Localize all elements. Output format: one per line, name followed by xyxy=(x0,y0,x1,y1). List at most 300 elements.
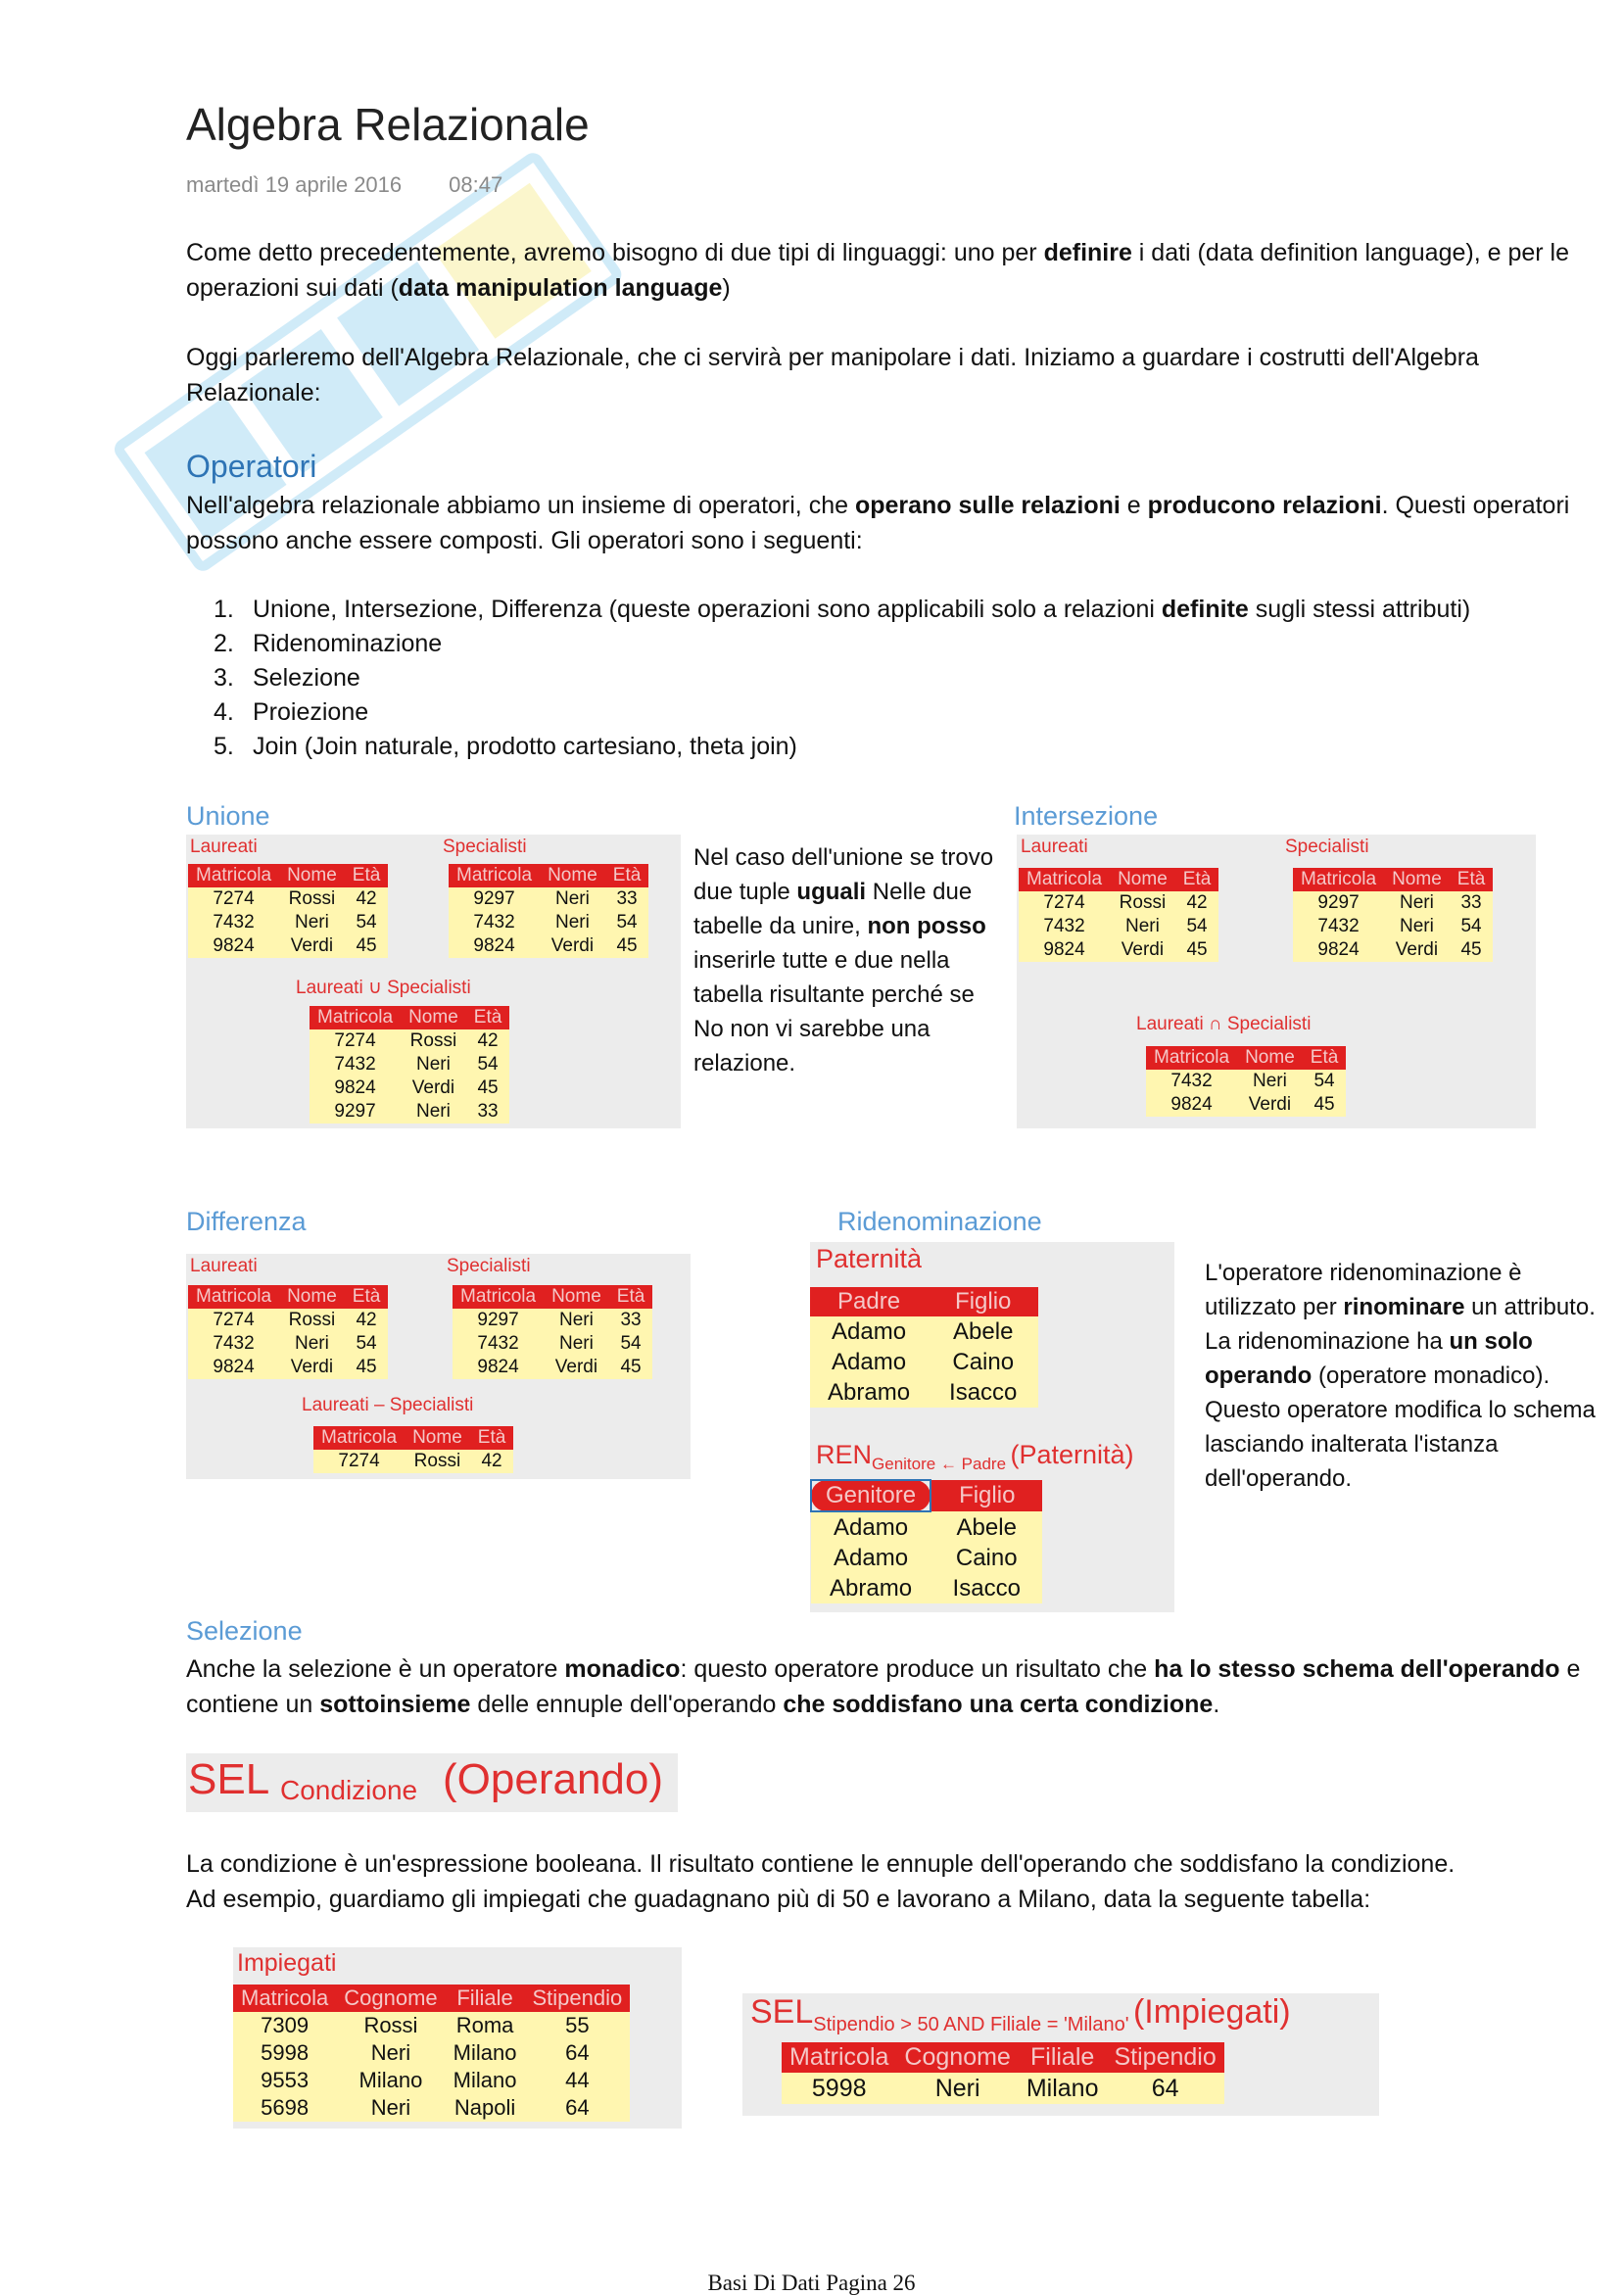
text-span: i dati (data definition language), e per le operazioni sui dati ( xyxy=(186,239,1569,302)
text-span: rinominare xyxy=(1343,1294,1465,1320)
table-cell: Rossi xyxy=(405,1450,470,1473)
table-header-cell: Nome xyxy=(544,1285,609,1309)
table-cell: Abramo xyxy=(810,1377,928,1408)
text-span: Stipendio > 50 AND Filiale = 'Milano' xyxy=(813,2014,1129,2035)
table-cell: Neri xyxy=(279,1332,345,1356)
unione-laureati-table xyxy=(188,864,388,958)
sel-formula xyxy=(186,1753,678,1812)
text-span: Selezione xyxy=(253,664,360,692)
text-span: sugli stessi attributi) xyxy=(1248,596,1471,623)
table-header-row xyxy=(188,1285,388,1309)
text-span: e contiene un xyxy=(186,1655,1581,1718)
time-text: 08:47 xyxy=(449,172,503,197)
table-cell: 7432 xyxy=(1019,915,1110,938)
text-span: Join (Join naturale, prodotto cartesiano, theta join) xyxy=(253,733,797,760)
specialisti-label: Specialisti xyxy=(1285,837,1369,857)
table-cell: 7309 xyxy=(233,2012,336,2039)
intro-paragraph-1 xyxy=(186,235,1606,306)
text-span: La condizione è un'espressione booleana. Il risultato contiene le ennuple dell'operando che soddisfano la condizione. xyxy=(186,1850,1456,1878)
table-cell: 9297 xyxy=(1293,891,1384,915)
table-header-cell: Matricola xyxy=(453,1285,544,1309)
table-row xyxy=(188,1332,388,1356)
ridenominazione-figure xyxy=(810,1242,1174,1612)
table-cell: Milano xyxy=(446,2039,525,2067)
differenza-figure xyxy=(186,1254,691,1479)
table-header-cell: Età xyxy=(470,1426,514,1450)
table-header-row xyxy=(313,1426,513,1450)
table-cell: Neri xyxy=(1110,915,1175,938)
genitore-table xyxy=(810,1479,1042,1603)
table-cell: 9297 xyxy=(453,1309,544,1332)
text-span: che soddisfano una certa condizione xyxy=(783,1691,1214,1718)
table-cell: 64 xyxy=(524,2094,630,2122)
table-cell: Neri xyxy=(336,2039,445,2067)
text-span: (operatore monadico). Questo operatore modifica lo schema lasciando inalterata l'istanza dell'operando. xyxy=(1205,1363,1596,1492)
table-header-cell: Matricola xyxy=(1293,868,1384,891)
table-header-row xyxy=(310,1006,509,1029)
table-row xyxy=(233,2012,630,2039)
table-header-cell: Matricola xyxy=(782,2042,896,2073)
paternita-label: Paternità xyxy=(816,1244,923,1273)
table-cell: 7274 xyxy=(188,887,279,911)
text-span: Proiezione xyxy=(253,698,369,726)
table-header-cell: Figlio xyxy=(928,1287,1038,1316)
table-row xyxy=(310,1076,509,1100)
table-cell: Neri xyxy=(1384,915,1450,938)
table-cell: Milano xyxy=(446,2067,525,2094)
table-cell: Abele xyxy=(931,1511,1042,1543)
text-span: . xyxy=(1213,1691,1220,1718)
table-cell: Rossi xyxy=(279,1309,345,1332)
differenza-specialisti-table xyxy=(453,1285,652,1379)
table-cell: 7274 xyxy=(188,1309,279,1332)
sel-result-table xyxy=(782,2042,1224,2104)
text-span: SEL xyxy=(750,1993,814,2031)
table-cell: 54 xyxy=(466,1053,510,1076)
sel-example-expression xyxy=(750,1993,1291,2036)
table-cell: Neri xyxy=(544,1309,609,1332)
unione-specialisti-table xyxy=(449,864,648,958)
table-cell: Adamo xyxy=(811,1511,931,1543)
table-row xyxy=(310,1053,509,1076)
table-cell: Neri xyxy=(544,1332,609,1356)
unione-result-label: Laureati ∪ Specialisti xyxy=(296,978,471,998)
table-cell: Isacco xyxy=(928,1377,1038,1408)
table-header-cell: Età xyxy=(466,1006,510,1029)
table-cell: 45 xyxy=(605,934,649,958)
table-cell: 55 xyxy=(524,2012,630,2039)
text-span: La ridenominazione ha xyxy=(1205,1328,1450,1355)
table-header-cell: Età xyxy=(1303,1046,1347,1070)
text-span: Ad esempio, guardiamo gli impiegati che guadagnano più di 50 e lavorano a Milano, data la seguente tabella: xyxy=(186,1886,1371,1913)
page-footer: Basi Di Dati Pagina 26 xyxy=(707,2271,916,2295)
table-cell: 7274 xyxy=(313,1450,405,1473)
sel-example-figure xyxy=(742,1993,1379,2116)
table-cell: Adamo xyxy=(810,1316,928,1347)
text-span: sottoinsieme xyxy=(319,1691,471,1718)
table-cell: 9824 xyxy=(188,934,279,958)
page-date xyxy=(186,172,502,198)
text-span: Nelle due tabelle da unire, xyxy=(693,879,973,939)
intersezione-figure xyxy=(1017,835,1536,1128)
text-span: 5. xyxy=(214,733,234,760)
text-span: ) xyxy=(722,274,731,302)
table-header-cell: Nome xyxy=(1237,1046,1303,1070)
table-header-cell: Cognome xyxy=(896,2042,1018,2073)
table-cell: 9824 xyxy=(1293,938,1384,962)
table-cell: Rossi xyxy=(1110,891,1175,915)
genitore-header: Genitore xyxy=(811,1480,931,1511)
table-header-cell: Età xyxy=(1175,868,1219,891)
table-header-cell: Matricola xyxy=(188,864,279,887)
table-cell: Neri xyxy=(540,911,605,934)
table-header-cell: Età xyxy=(345,864,389,887)
text-span: definite xyxy=(1161,596,1249,623)
text-span: Ridenominazione xyxy=(253,630,443,657)
impiegati-table xyxy=(233,1985,630,2122)
table-cell: 45 xyxy=(466,1076,510,1100)
table-cell: Verdi xyxy=(401,1076,466,1100)
table-cell: 7432 xyxy=(188,911,279,934)
text-span: un attributo. xyxy=(1464,1294,1596,1320)
table-row xyxy=(1146,1093,1346,1117)
text-span: Come detto precedentemente, avremo bisogno di due tipi di linguaggi: uno per xyxy=(186,239,1044,266)
table-header-cell: Filiale xyxy=(446,1985,525,2012)
table-cell: 45 xyxy=(1175,938,1219,962)
text-span: un solo operando xyxy=(1205,1328,1533,1389)
table-row xyxy=(233,2067,630,2094)
list-item xyxy=(214,661,1470,695)
table-cell: Rossi xyxy=(401,1029,466,1053)
list-item xyxy=(214,627,1470,661)
differenza-laureati-table xyxy=(188,1285,388,1379)
table-header-cell: Figlio xyxy=(931,1480,1042,1511)
table-header-cell: Nome xyxy=(401,1006,466,1029)
intersezione-laureati-table xyxy=(1019,868,1218,962)
table-cell: 42 xyxy=(466,1029,510,1053)
table-cell: 54 xyxy=(1450,915,1494,938)
table-cell: 45 xyxy=(345,934,389,958)
text-span: (Impiegati) xyxy=(1132,1993,1291,2031)
table-cell: 42 xyxy=(345,1309,389,1332)
table-header-row xyxy=(188,864,388,887)
date-text: martedì 19 aprile 2016 xyxy=(186,172,403,197)
table-cell: 7432 xyxy=(310,1053,401,1076)
table-cell: Abele xyxy=(928,1316,1038,1347)
table-cell: 45 xyxy=(345,1356,389,1379)
text-span: (Paternità) xyxy=(1010,1440,1134,1469)
table-cell: 54 xyxy=(1175,915,1219,938)
table-cell: 7432 xyxy=(188,1332,279,1356)
table-cell: 33 xyxy=(609,1309,653,1332)
table-cell: 7274 xyxy=(1019,891,1110,915)
table-cell: Neri xyxy=(540,887,605,911)
table-cell: 5998 xyxy=(233,2039,336,2067)
table-cell: 9297 xyxy=(310,1100,401,1124)
page-title: Algebra Relazionale xyxy=(186,99,590,150)
text-span: Nel caso dell'unione se trovo due tuple xyxy=(693,844,994,905)
table-header-row xyxy=(782,2042,1224,2073)
intro-paragraph-2: Oggi parleremo dell'Algebra Relazionale, che ci servirà per manipolare i dati. Iniziamo a guardare i costrutti dell'Algebra Relazionale: xyxy=(186,344,1479,407)
table-row xyxy=(453,1356,652,1379)
table-row xyxy=(233,2039,630,2067)
table-cell: Neri xyxy=(1237,1070,1303,1093)
ren-expression xyxy=(816,1440,1134,1474)
specialisti-label: Specialisti xyxy=(447,1256,531,1276)
table-header-cell: Filiale xyxy=(1019,2042,1107,2073)
specialisti-label: Specialisti xyxy=(443,837,527,857)
table-row xyxy=(1293,891,1493,915)
table-header-cell: Matricola xyxy=(313,1426,405,1450)
text-span: Genitore ← Padre xyxy=(872,1455,1007,1473)
table-cell: Verdi xyxy=(1384,938,1450,962)
text-span: 3. xyxy=(214,664,234,692)
text-span: data manipulation language xyxy=(398,274,723,302)
list-item xyxy=(214,695,1470,730)
text-span: uguali xyxy=(796,879,867,905)
table-row xyxy=(188,1309,388,1332)
table-header-cell: Età xyxy=(609,1285,653,1309)
table-row xyxy=(1293,938,1493,962)
selezione-paragraph xyxy=(186,1651,1606,1722)
table-header-cell: Nome xyxy=(279,864,345,887)
operators-list xyxy=(214,593,1470,764)
text-span: non posso xyxy=(867,913,986,939)
table-cell: Neri xyxy=(1384,891,1450,915)
unione-figure xyxy=(186,835,681,1128)
text-span: producono relazioni xyxy=(1147,492,1382,519)
table-row xyxy=(811,1573,1042,1603)
table-header-cell: Età xyxy=(345,1285,389,1309)
table-cell: 54 xyxy=(605,911,649,934)
table-row xyxy=(782,2073,1224,2104)
table-cell: 9824 xyxy=(453,1356,544,1379)
table-cell: Isacco xyxy=(931,1573,1042,1603)
table-header-cell: Età xyxy=(605,864,649,887)
table-cell: 45 xyxy=(1450,938,1494,962)
text-span: ha lo stesso schema dell'operando xyxy=(1154,1655,1560,1683)
text-span: SEL xyxy=(188,1755,270,1803)
table-row xyxy=(233,2094,630,2122)
table-header-row xyxy=(811,1480,1042,1511)
table-row xyxy=(1019,891,1218,915)
table-cell: 33 xyxy=(466,1100,510,1124)
table-header-cell: Matricola xyxy=(188,1285,279,1309)
table-cell: Milano xyxy=(336,2067,445,2094)
ridenominazione-note xyxy=(1205,1256,1597,1496)
table-cell: 54 xyxy=(1303,1070,1347,1093)
table-header-cell: Nome xyxy=(405,1426,470,1450)
text-span: definire xyxy=(1043,239,1132,266)
intersezione-result-label: Laureati ∩ Specialisti xyxy=(1136,1014,1312,1034)
table-header-cell: Stipendio xyxy=(1106,2042,1223,2073)
differenza-result-label: Laureati – Specialisti xyxy=(302,1395,474,1415)
text-span: 1. xyxy=(214,596,234,623)
table-cell: 9824 xyxy=(449,934,540,958)
heading-intersezione: Intersezione xyxy=(1014,801,1159,831)
heading-unione: Unione xyxy=(186,801,270,831)
intersezione-result-table xyxy=(1146,1046,1346,1117)
table-header-cell: Nome xyxy=(1384,868,1450,891)
table-row xyxy=(1293,915,1493,938)
text-span: delle ennuple dell'operando xyxy=(470,1691,784,1718)
table-header-cell: Matricola xyxy=(449,864,540,887)
paternita-table xyxy=(810,1287,1038,1408)
table-cell: Caino xyxy=(931,1543,1042,1573)
unione-note xyxy=(693,840,1007,1080)
text-span: inserirle tutte e due nella tabella risultante perché se No non vi sarebbe una relazione. xyxy=(693,947,975,1076)
impiegati-figure xyxy=(233,1947,682,2129)
table-row xyxy=(449,887,648,911)
table-cell: 42 xyxy=(470,1450,514,1473)
table-cell: 44 xyxy=(524,2067,630,2094)
text-span: operano sulle relazioni xyxy=(854,492,1121,519)
text-span: Condizione xyxy=(280,1775,418,1805)
table-cell: 7274 xyxy=(310,1029,401,1053)
heading-differenza: Differenza xyxy=(186,1207,307,1236)
table-row xyxy=(810,1316,1038,1347)
text-span: (Operando) xyxy=(443,1755,664,1803)
table-cell: Abramo xyxy=(811,1573,931,1603)
table-header-cell: Matricola xyxy=(1019,868,1110,891)
table-row xyxy=(188,887,388,911)
table-cell: Neri xyxy=(401,1100,466,1124)
table-row xyxy=(449,911,648,934)
table-row xyxy=(313,1450,513,1473)
table-row xyxy=(811,1543,1042,1573)
text-span: REN xyxy=(816,1440,873,1469)
text-span: Unione, Intersezione, Differenza (queste operazioni sono applicabili solo a relazioni xyxy=(253,596,1162,623)
table-cell: Verdi xyxy=(540,934,605,958)
table-cell: 9553 xyxy=(233,2067,336,2094)
table-cell: 54 xyxy=(345,911,389,934)
table-header-cell: Matricola xyxy=(1146,1046,1237,1070)
table-header-row xyxy=(1293,868,1493,891)
table-cell: 9824 xyxy=(1019,938,1110,962)
table-header-cell: Nome xyxy=(1110,868,1175,891)
table-cell: Caino xyxy=(928,1347,1038,1377)
table-header-row xyxy=(233,1985,630,2012)
table-cell: 9824 xyxy=(310,1076,401,1100)
laureati-label: Laureati xyxy=(190,1256,258,1276)
text-span: 4. xyxy=(214,698,234,726)
table-header-row xyxy=(453,1285,652,1309)
table-row xyxy=(1019,938,1218,962)
table-header-cell: Matricola xyxy=(310,1006,401,1029)
table-cell: Adamo xyxy=(811,1543,931,1573)
text-span: Nell'algebra relazionale abbiamo un insieme di operatori, che xyxy=(186,492,855,519)
table-row xyxy=(810,1377,1038,1408)
table-cell: Verdi xyxy=(1110,938,1175,962)
table-cell: Napoli xyxy=(446,2094,525,2122)
intersezione-specialisti-table xyxy=(1293,868,1493,962)
table-row xyxy=(310,1100,509,1124)
impiegati-label: Impiegati xyxy=(237,1949,337,1977)
table-cell: 9297 xyxy=(449,887,540,911)
table-cell: 64 xyxy=(1106,2073,1223,2104)
text-span: monadico xyxy=(564,1655,681,1683)
table-cell: Rossi xyxy=(279,887,345,911)
table-row xyxy=(453,1309,652,1332)
operatori-paragraph xyxy=(186,488,1606,558)
table-header-row xyxy=(1146,1046,1346,1070)
table-cell: Neri xyxy=(401,1053,466,1076)
table-header-cell: Padre xyxy=(810,1287,928,1316)
text-span: : questo operatore produce un risultato che xyxy=(680,1655,1155,1683)
table-row xyxy=(188,934,388,958)
unione-result-table xyxy=(310,1006,509,1124)
list-item xyxy=(214,593,1470,627)
table-header-cell: Età xyxy=(1450,868,1494,891)
table-row xyxy=(453,1332,652,1356)
table-cell: 54 xyxy=(345,1332,389,1356)
table-header-row xyxy=(449,864,648,887)
table-cell: 7432 xyxy=(453,1332,544,1356)
table-cell: 33 xyxy=(1450,891,1494,915)
table-row xyxy=(449,934,648,958)
text-span: Anche la selezione è un operatore xyxy=(186,1655,565,1683)
table-cell: 42 xyxy=(345,887,389,911)
text-span: . Questi operatori possono anche essere composti. Gli operatori sono i seguenti: xyxy=(186,492,1570,554)
table-cell: Verdi xyxy=(279,1356,345,1379)
table-cell: Verdi xyxy=(1237,1093,1303,1117)
table-cell: 45 xyxy=(1303,1093,1347,1117)
table-header-cell: Nome xyxy=(279,1285,345,1309)
table-cell: 7432 xyxy=(1146,1070,1237,1093)
table-cell: 64 xyxy=(524,2039,630,2067)
list-item xyxy=(214,730,1470,764)
table-cell: Neri xyxy=(336,2094,445,2122)
table-row xyxy=(1146,1070,1346,1093)
table-cell: Adamo xyxy=(810,1347,928,1377)
table-cell: 9824 xyxy=(1146,1093,1237,1117)
table-cell: Milano xyxy=(1019,2073,1107,2104)
laureati-label: Laureati xyxy=(1021,837,1088,857)
table-cell: Rossi xyxy=(336,2012,445,2039)
table-cell: Neri xyxy=(279,911,345,934)
table-row xyxy=(810,1347,1038,1377)
heading-ridenominazione: Ridenominazione xyxy=(837,1207,1042,1236)
table-header-cell: Stipendio xyxy=(524,1985,630,2012)
text-span: L'operatore ridenominazione è utilizzato per xyxy=(1205,1260,1522,1320)
table-cell: 7432 xyxy=(449,911,540,934)
table-cell: Verdi xyxy=(279,934,345,958)
table-cell: Neri xyxy=(896,2073,1018,2104)
heading-selezione: Selezione xyxy=(186,1616,303,1646)
table-cell: 33 xyxy=(605,887,649,911)
table-cell: Roma xyxy=(446,2012,525,2039)
table-header-row xyxy=(810,1287,1038,1316)
laureati-label: Laureati xyxy=(190,837,258,857)
table-header-cell: Matricola xyxy=(233,1985,336,2012)
table-cell: 7432 xyxy=(1293,915,1384,938)
table-cell: 45 xyxy=(609,1356,653,1379)
condizione-paragraph xyxy=(186,1846,1606,1917)
table-cell: 42 xyxy=(1175,891,1219,915)
differenza-result-table xyxy=(313,1426,513,1473)
heading-operatori: Operatori xyxy=(186,449,317,484)
table-row xyxy=(310,1029,509,1053)
text-span: e xyxy=(1120,492,1148,519)
table-header-cell: Cognome xyxy=(336,1985,445,2012)
table-cell: Verdi xyxy=(544,1356,609,1379)
table-cell: 9824 xyxy=(188,1356,279,1379)
table-cell: 5698 xyxy=(233,2094,336,2122)
table-row xyxy=(188,911,388,934)
table-cell: 5998 xyxy=(782,2073,896,2104)
table-row xyxy=(1019,915,1218,938)
table-row xyxy=(188,1356,388,1379)
